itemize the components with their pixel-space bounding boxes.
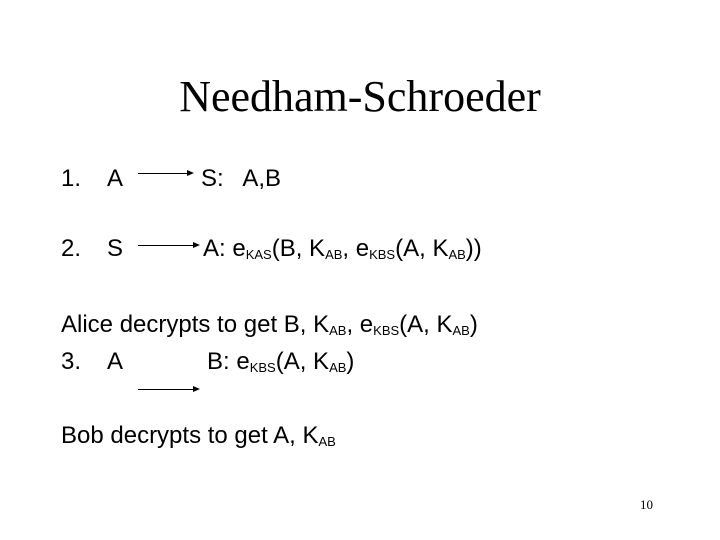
step-2-message <box>203 235 482 263</box>
alice-decrypts-line <box>61 311 478 339</box>
step-2-sender: S <box>107 235 124 262</box>
step-2-text-a: A: e <box>203 235 246 262</box>
step-3-sub-kbs: KBS <box>249 360 276 375</box>
step-2-sub-kas: KAS <box>245 247 272 262</box>
step-3-text-c: ) <box>346 348 355 375</box>
step-3-text-b: (A, K <box>275 348 330 375</box>
step-3-sub-ab: AB <box>329 360 347 375</box>
alice-sub-kbs: KBS <box>373 323 400 338</box>
step-3-arrow <box>138 389 198 390</box>
step-3-sender: A <box>107 348 124 375</box>
step-2-text-c: , e <box>342 235 370 262</box>
slide-title: Needham-Schroeder <box>179 72 541 121</box>
step-3-text-a: B: e <box>207 348 250 375</box>
step-2-sub-ab-1: AB <box>325 247 343 262</box>
step-2-text-b: (B, K <box>271 235 326 262</box>
alice-text-c: (A, K <box>399 311 453 338</box>
step-2-sub-kbs: KBS <box>369 247 396 262</box>
step-1-number: 1. <box>61 165 82 192</box>
step-2-arrow <box>138 245 198 246</box>
step-2-number: 2. <box>61 235 82 262</box>
step-2-text-d: (A, K <box>395 235 449 262</box>
step-1-message: S: A,B <box>201 165 282 192</box>
bob-sub-ab: AB <box>318 434 336 449</box>
alice-text-b: , e <box>346 311 374 338</box>
alice-sub-ab-2: AB <box>452 323 470 338</box>
alice-sub-ab-1: AB <box>329 323 347 338</box>
bob-decrypts-line <box>61 422 336 450</box>
bob-text-a: Bob decrypts to get A, K <box>61 422 319 449</box>
step-2-text-e: )) <box>465 235 482 262</box>
alice-text-d: ) <box>469 311 478 338</box>
step-2-sub-ab-2: AB <box>448 247 466 262</box>
alice-text-a: Alice decrypts to get B, K <box>61 311 330 338</box>
step-3-message <box>207 348 354 376</box>
step-1-sender: A <box>107 165 124 192</box>
step-1-arrow <box>138 173 192 174</box>
page-number: 10 <box>640 497 653 512</box>
step-3-number: 3. <box>61 348 82 375</box>
